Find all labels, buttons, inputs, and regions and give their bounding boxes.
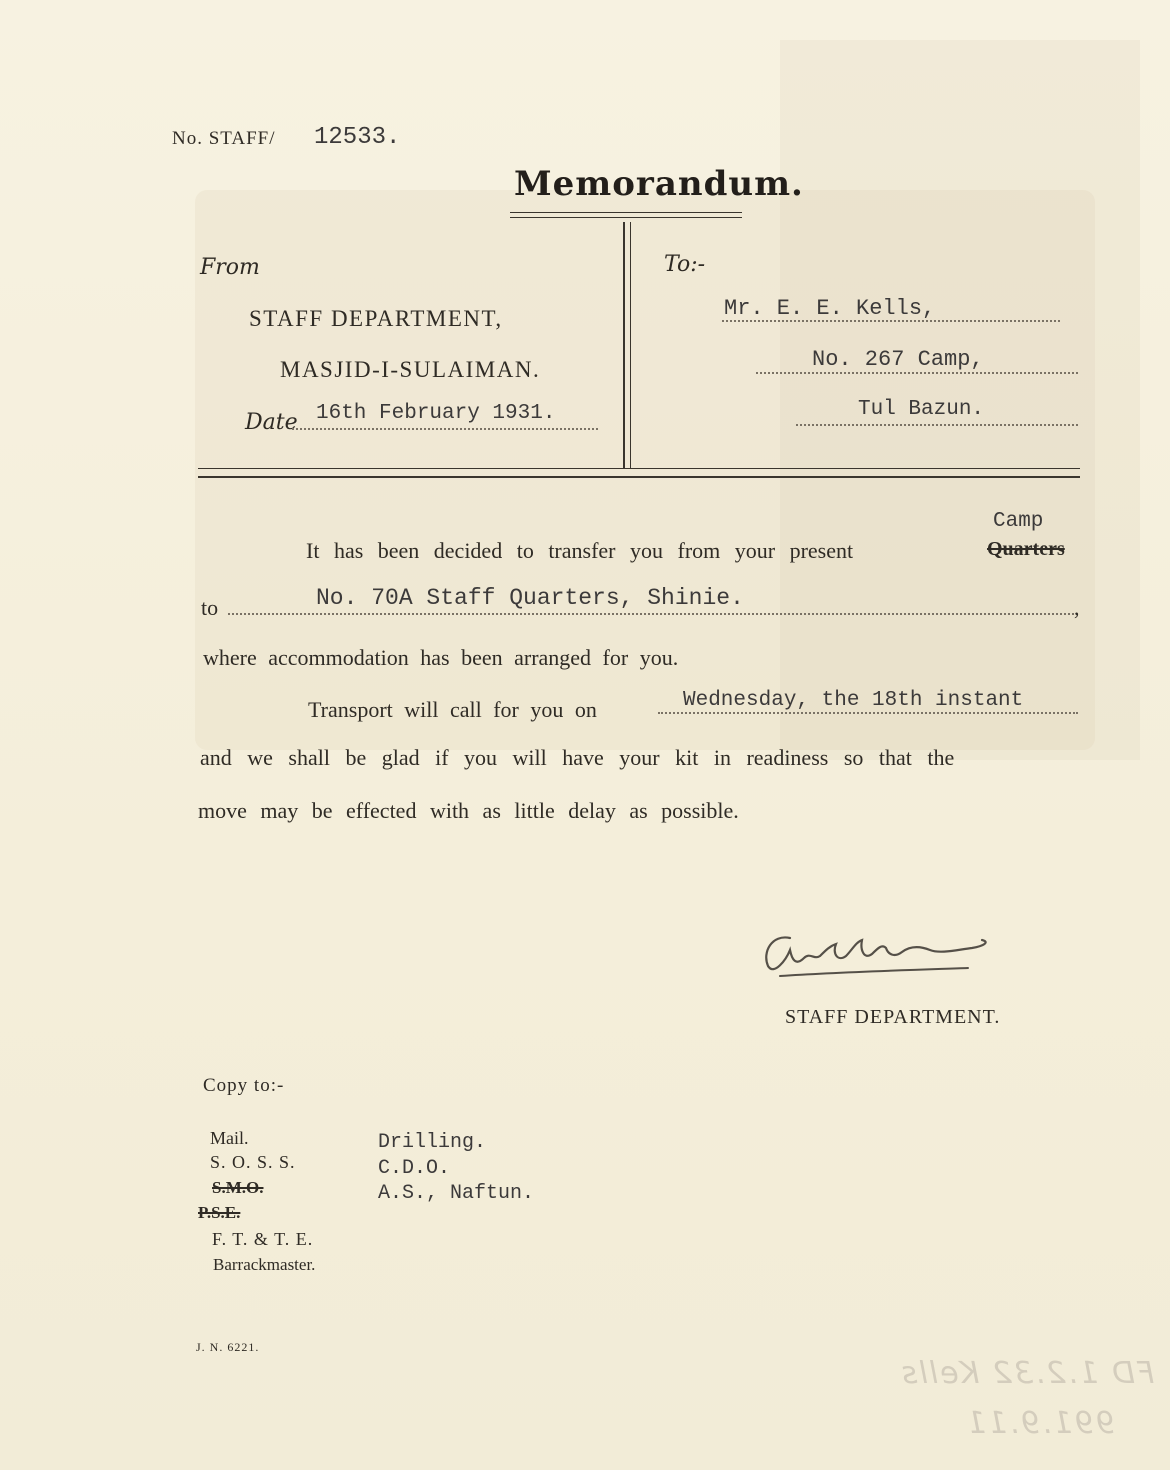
paragraph-2-line-1: Transport will call for you on — [308, 697, 597, 722]
print-code: J. N. 6221. — [196, 1340, 260, 1354]
reference-number: 12533. — [314, 124, 401, 151]
document-title: Memorandum. — [514, 164, 804, 204]
from-department: STAFF DEPARTMENT, — [249, 306, 503, 331]
date-dotted-line — [292, 428, 598, 430]
to-dotted-line — [796, 424, 1078, 426]
recipient-location: Tul Bazun. — [858, 398, 985, 421]
column-divider — [623, 222, 625, 468]
copy-to-label: Copy to:- — [203, 1075, 285, 1096]
copy-recipient: A.S., Naftun. — [378, 1182, 535, 1205]
copy-recipient: Mail. — [210, 1128, 249, 1148]
handwritten-signature — [760, 920, 1000, 990]
struck-word: Quarters — [987, 538, 1065, 560]
copy-recipient-struck: P.S.E. — [198, 1203, 241, 1222]
pencil-note: FD 1.2.32 Kells — [900, 1356, 1155, 1391]
inserted-word: Camp — [993, 510, 1044, 533]
transport-date-value: Wednesday, the 18th instant — [683, 689, 1024, 712]
title-underline — [510, 217, 742, 218]
copy-recipient: F. T. & T. E. — [212, 1229, 314, 1249]
section-rule — [198, 476, 1080, 478]
paragraph-2-line-3: move may be effected with as little delay as possible. — [198, 798, 739, 823]
paragraph-2-line-2: and we shall be glad if you will have your kit in readiness so that the — [200, 745, 955, 770]
to-dotted-line — [756, 372, 1078, 374]
destination-dotted-line — [228, 613, 1074, 615]
date-value: 16th February 1931. — [316, 402, 556, 425]
copy-recipient: S. O. S. S. — [210, 1152, 296, 1172]
recipient-name: Mr. E. E. Kells, — [724, 296, 936, 321]
signature-department: STAFF DEPARTMENT. — [785, 1006, 1001, 1028]
copy-recipient: C.D.O. — [378, 1157, 451, 1180]
from-location: MASJID-I-SULAIMAN. — [280, 357, 541, 382]
transport-dotted-line — [658, 712, 1078, 714]
copy-recipient-struck: S.M.O. — [212, 1178, 264, 1197]
column-divider — [630, 222, 631, 468]
reference-prefix: No. STAFF/ — [172, 128, 276, 149]
paragraph-1-line-3: where accommodation has been arranged for you. — [203, 645, 679, 670]
title-underline — [510, 212, 742, 213]
destination-comma: , — [1074, 595, 1080, 620]
section-rule — [198, 468, 1080, 469]
from-label: From — [200, 255, 260, 280]
date-label: Date — [245, 410, 298, 435]
to-label: To:- — [664, 252, 706, 277]
pencil-note: 991.9.11 — [965, 1406, 1115, 1441]
paragraph-1-line-1: It has been decided to transfer you from your present — [306, 538, 854, 563]
copy-recipient: Barrackmaster. — [213, 1255, 316, 1274]
copy-recipient: Drilling. — [378, 1131, 487, 1154]
destination-value: No. 70A Staff Quarters, Shinie. — [316, 585, 744, 611]
recipient-camp: No. 267 Camp, — [812, 347, 984, 372]
to-word: to — [201, 595, 219, 620]
